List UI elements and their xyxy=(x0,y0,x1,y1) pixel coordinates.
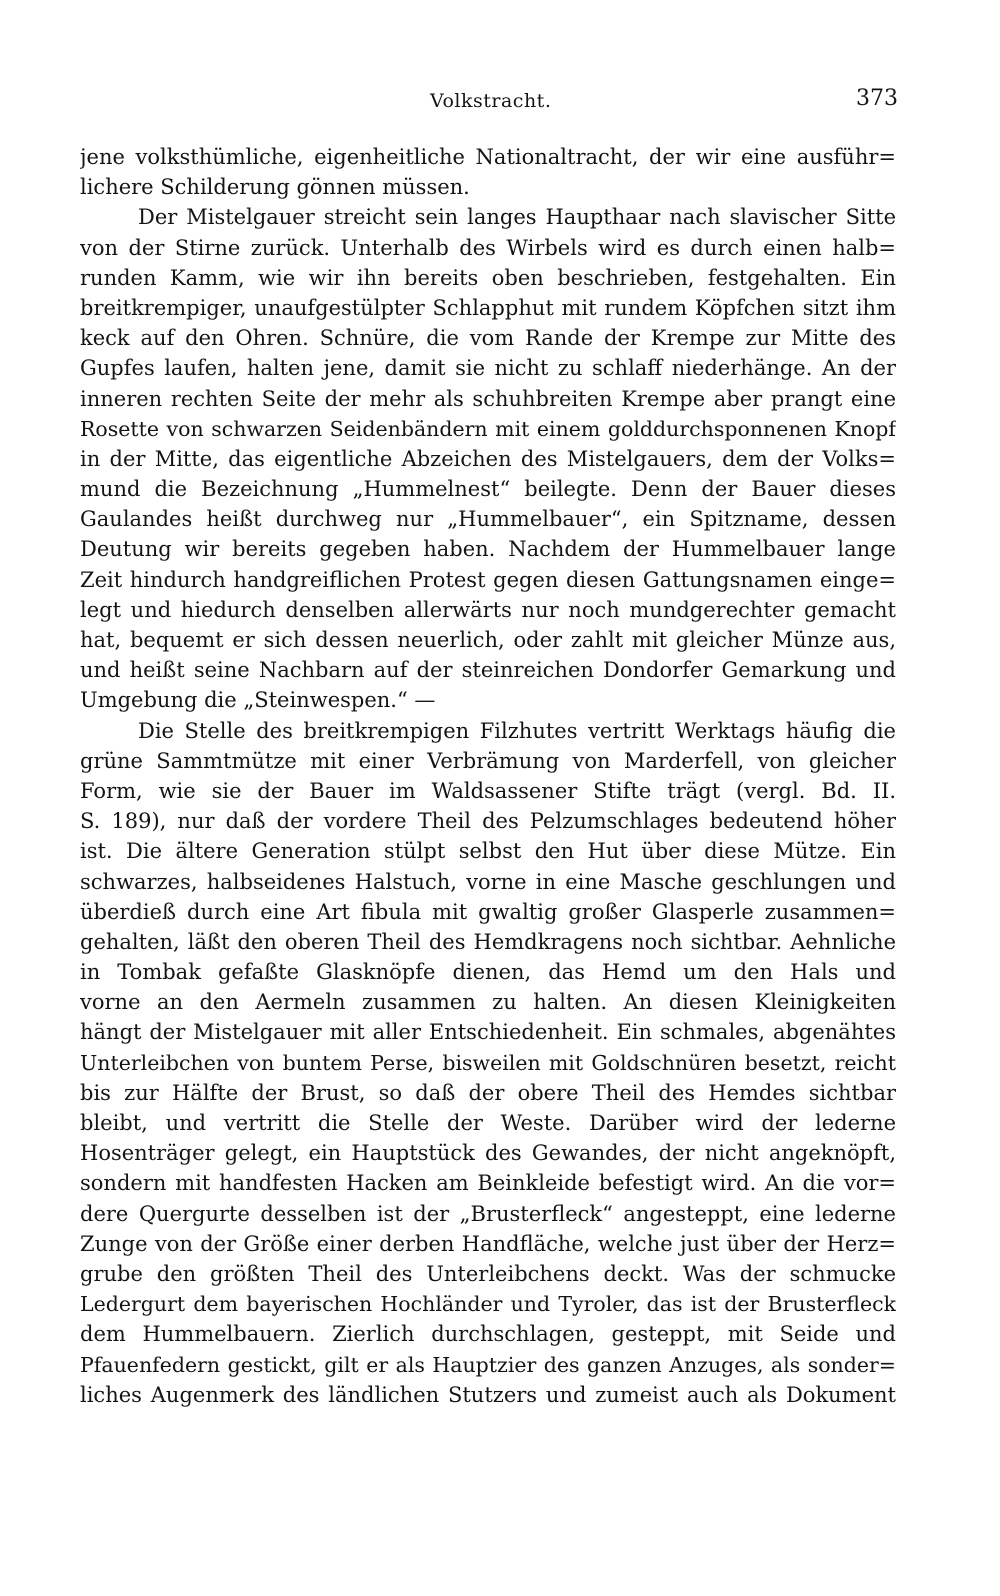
text-line: Umgebung die „Steinwespen.“ — xyxy=(80,688,436,713)
text-line: hat, bequemt er sich dessen neuerlich, oder zahlt mit gleicher Münze aus, xyxy=(80,628,896,652)
text-line: hängt der Mistelgauer mit aller Entschiedenheit. Ein schmales, abgenähtes xyxy=(80,1020,896,1045)
text-line: Unterleibchen von buntem Perse, bisweilen mit Goldschnüren besetzt, reicht xyxy=(80,1050,896,1075)
text-line: Form, wie sie der Bauer im Waldsassener Stifte trägt (vergl. Bd. II. xyxy=(80,778,896,803)
text-line: liches Augenmerk des ländlichen Stutzers und zumeist auch als Dokument xyxy=(80,1382,896,1407)
text-line: S. 189), nur daß der vordere Theil des Pelzumschlages bedeutend höher xyxy=(80,809,896,834)
text-line: Gaulandes heißt durchweg nur „Hummelbauer“, ein Spitzname, dessen xyxy=(80,507,896,532)
text-line: Hosenträger gelegt, ein Hauptstück des Gewandes, der nicht angeknöpft, xyxy=(80,1141,896,1166)
text-line: keck auf den Ohren. Schnüre, die vom Rande der Krempe zur Mitte des xyxy=(80,326,896,351)
text-line: breitkrempiger, unaufgestülpter Schlapphut mit rundem Köpfchen sitzt ihm xyxy=(80,295,896,320)
text-line: sondern mit handfesten Hacken am Beinkleide befestigt wird. An die vor= xyxy=(80,1171,896,1196)
text-line: dere Quergurte desselben ist der „Brusterfleck“ angesteppt, eine lederne xyxy=(80,1201,896,1226)
text-line: in Tombak gefaßte Glasknöpfe dienen, das Hemd um den Hals und xyxy=(80,960,896,985)
text-line: Pfauenfedern gestickt, gilt er als Hauptzier des ganzen Anzuges, als sonder= xyxy=(80,1352,896,1377)
text-line: Zeit hindurch handgreiflichen Protest gegen diesen Gattungsnamen einge= xyxy=(80,567,896,592)
text-line: Ledergurt dem bayerischen Hochländer und Tyroler, das ist der Brusterfleck xyxy=(80,1292,896,1317)
text-line: Zunge von der Größe einer derben Handfläche, welche just über der Herz= xyxy=(80,1231,896,1256)
text-line: legt und hiedurch denselben allerwärts nur noch mundgerechter gemacht xyxy=(80,597,896,622)
text-line: schwarzes, halbseidenes Halstuch, vorne in eine Masche geschlungen und xyxy=(80,869,896,894)
text-line: mund die Bezeichnung „Hummelnest“ beilegte. Denn der Bauer dieses xyxy=(80,477,896,502)
text-line: von der Stirne zurück. Unterhalb des Wirbels wird es durch einen halb= xyxy=(80,235,896,260)
text-line: grüne Sammtmütze mit einer Verbrämung von Marderfell, von gleicher xyxy=(80,748,896,773)
text-line: lichere Schilderung gönnen müssen. xyxy=(80,175,470,200)
text-line: in der Mitte, das eigentliche Abzeichen des Mistelgauers, dem der Volks= xyxy=(80,446,896,471)
text-line: bis zur Hälfte der Brust, so daß der obere Theil des Hemdes sichtbar xyxy=(80,1080,896,1105)
text-line: Rosette von schwarzen Seidenbändern mit einem golddurchsponnenen Knopf xyxy=(80,416,896,441)
text-line: und heißt seine Nachbarn auf der steinreichen Dondorfer Gemarkung und xyxy=(80,658,896,683)
body-text xyxy=(80,142,896,1410)
page-number: 373 xyxy=(856,86,898,111)
paragraph-start-line: Die Stelle des breitkrempigen Filzhutes vertritt Werktags häufig die xyxy=(138,718,896,743)
text-line: inneren rechten Seite der mehr als schuhbreiten Krempe aber prangt eine xyxy=(80,386,896,411)
text-line: Gupfes laufen, halten jene, damit sie nicht zu schlaff niederhänge. An der xyxy=(80,356,896,381)
text-line: überdieß durch eine Art fibula mit gwaltig großer Glasperle zusammen= xyxy=(80,899,896,924)
text-line: ist. Die ältere Generation stülpt selbst den Hut über diese Mütze. Ein xyxy=(80,839,896,864)
paragraph-start-line: Der Mistelgauer streicht sein langes Haupthaar nach slavischer Sitte xyxy=(138,205,896,230)
text-line: dem Hummelbauern. Zierlich durchschlagen, gesteppt, mit Seide und xyxy=(80,1322,896,1347)
text-line: Deutung wir bereits gegeben haben. Nachdem der Hummelbauer lange xyxy=(80,537,896,562)
text-line: runden Kamm, wie wir ihn bereits oben beschrieben, festgehalten. Ein xyxy=(80,265,896,290)
text-line: jene volksthümliche, eigenheitliche Nationaltracht, der wir eine ausführ= xyxy=(80,145,896,169)
text-line: bleibt, und vertritt die Stelle der Weste. Darüber wird der lederne xyxy=(80,1111,896,1135)
text-line: vorne an den Aermeln zusammen zu halten. An diesen Kleinigkeiten xyxy=(80,990,896,1015)
text-line: grube den größten Theil des Unterleibchens deckt. Was der schmucke xyxy=(80,1261,896,1286)
running-head: Volkstracht. xyxy=(430,90,552,112)
text-line: gehalten, läßt den oberen Theil des Hemdkragens noch sichtbar. Aehnliche xyxy=(80,929,896,954)
